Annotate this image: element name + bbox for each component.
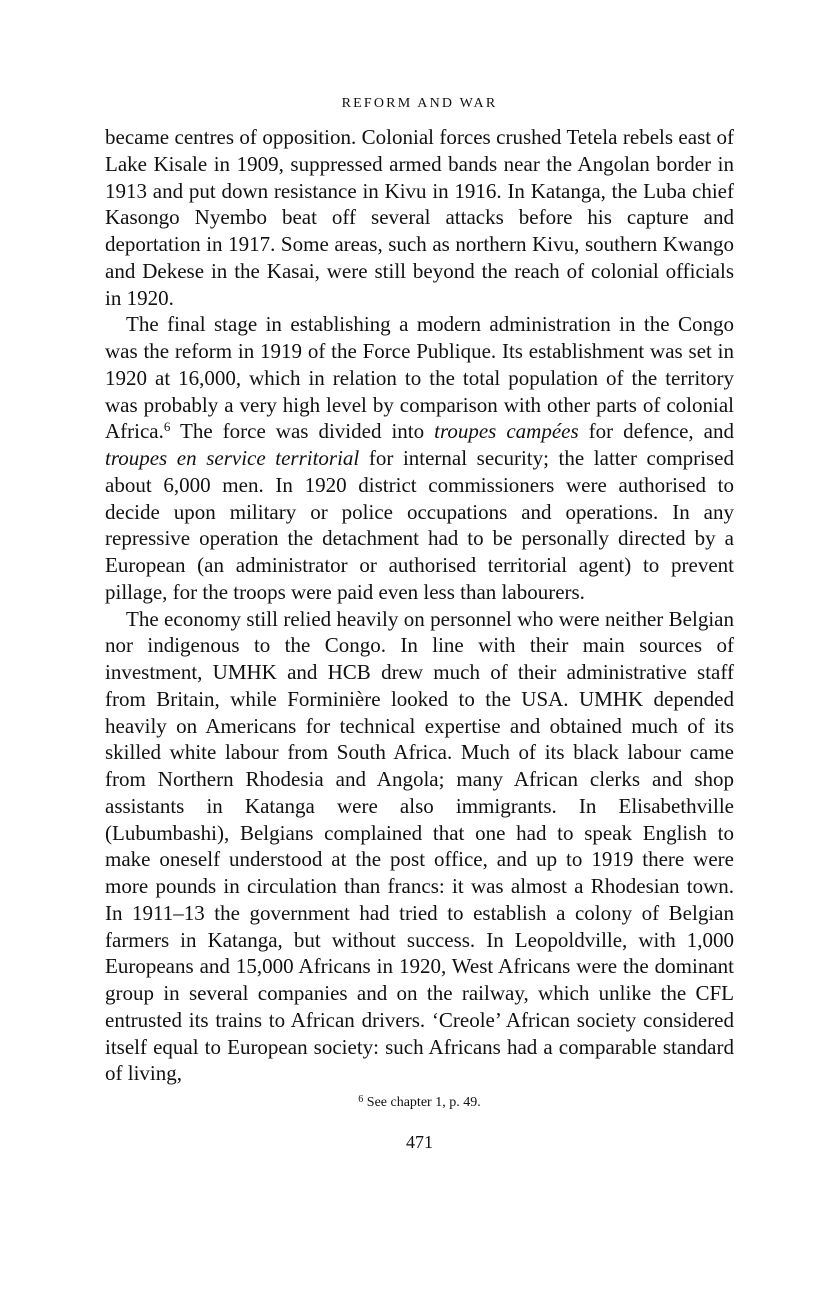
paragraph — [105, 606, 734, 1088]
text-run: The economy still relied heavily on personnel who were neither Belgian nor indigenous to the Congo. In line with their main sources of investment, UMHK and HCB drew much of their administrative staff from Britain, while Forminière looked to the USA. UMHK depended heavily on Americans for technical expertise and obtained much of its skilled white labour from South Africa. Much of its black labour came from Northern Rhodesia and Angola; many African clerks and shop assistants in Katanga were also immigrants. In Elisabethville (Lubumbashi), Belgians complained that one had to speak English to make oneself understood at the post office, and up to 1919 there were more pounds in circulation than francs: it was almost a Rhodesian town. In 1911–13 the government had tried to establish a colony of Belgian farmers in Katanga, but without success. In Leopoldville, with 1,000 Europeans and 15,000 Africans in 1920, West Africans were the dominant group in several companies and on the railway, which unlike the CFL entrusted its trains to African drivers. ‘Creole’ African society considered itself equal to European society: such Africans had a comparable standard of living, — [105, 606, 734, 1086]
footnote-reference: 6 — [163, 419, 171, 435]
running-head: REFORM AND WAR — [341, 96, 498, 111]
paragraph — [105, 311, 734, 605]
text-run: The final stage in establishing a modern administration in the Congo was the reform in 1919 of the Force Publique. Its establishment was set in 1920 at 16,000, which in relation to the total population of the territory was probably a very high level by comparison with other parts of colonial Africa. — [105, 312, 734, 444]
footnote — [105, 1090, 734, 1113]
body-text — [105, 124, 734, 1087]
paragraph — [105, 124, 734, 311]
footnote-text: See chapter 1, p. 49. — [366, 1095, 481, 1110]
text-run: became centres of opposition. Colonial forces crushed Tetela rebels east of Lake Kisale in 1909, suppressed armed bands near the Angolan border in 1913 and put down resistance in Kivu in 1916. In Katanga, the Luba chief Kasongo Nyembo beat off several attacks before his capture and deportation in 1917. Some areas, such as northern Kivu, southern Kwango and Dekese in the Kasai, were still beyond the reach of colonial officials in 1920. — [105, 125, 734, 310]
book-page — [105, 94, 734, 1153]
italic-phrase: troupes en service territorial — [105, 446, 360, 470]
text-run: for internal security; the latter comprised about 6,000 men. In 1920 district commissioners were authorised to decide upon military or police occupations and operations. In any repressive operation the detachment had to be personally directed by a European (an administrator or authorised territorial agent) to prevent pillage, for the troops were paid even less than labourers. — [105, 446, 734, 604]
text-run: for defence, and — [578, 419, 734, 444]
footnote-marker: 6 — [358, 1094, 364, 1105]
text-run: The force was divided into — [170, 419, 435, 444]
italic-phrase: troupes campées — [434, 419, 579, 444]
page-number: 471 — [406, 1132, 433, 1152]
